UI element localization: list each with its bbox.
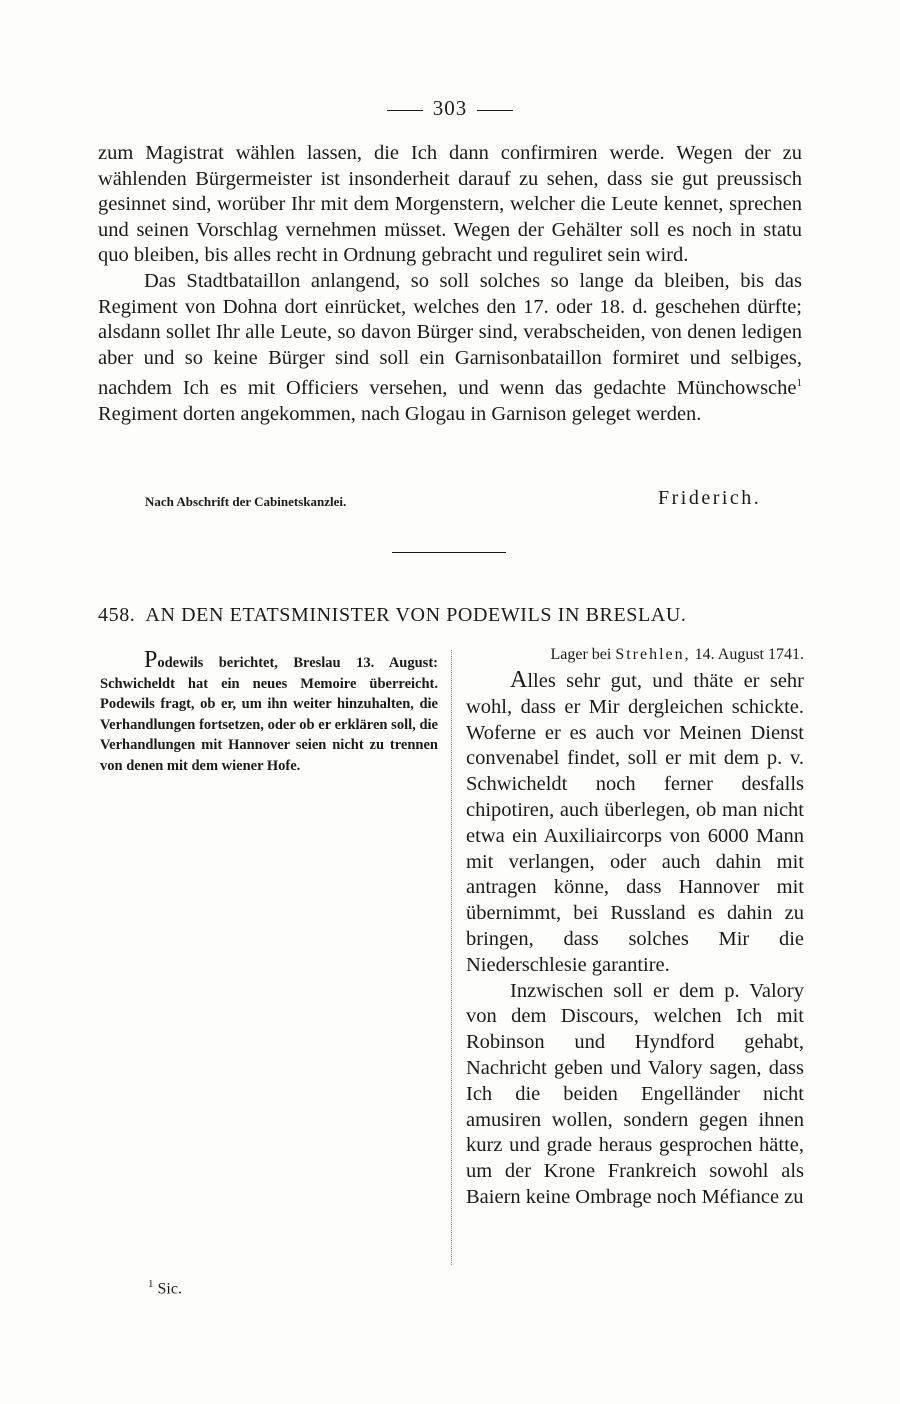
body-paragraph-1	[466, 668, 804, 979]
letter-title: AN DEN ETATSMINISTER VON PODEWILS IN BRESLAU.	[145, 604, 687, 626]
letter-body-column	[466, 646, 804, 1211]
summary-initial: P	[144, 647, 158, 673]
page-number: 303	[432, 96, 468, 120]
letter-number: 458.	[98, 604, 136, 626]
place-prefix: Lager bei	[550, 646, 612, 663]
letter-summary	[100, 648, 438, 777]
letter-heading	[98, 604, 804, 627]
footnote-text: Sic.	[157, 1280, 182, 1298]
source-note: Nach Abschrift der Cabinetskanzlei.	[145, 494, 347, 509]
signature: Friderich.	[658, 487, 762, 509]
top-paragraph-2	[98, 269, 802, 427]
top-text-block	[98, 141, 802, 427]
place-name: Strehlen,	[615, 646, 691, 663]
body-initial: A	[510, 667, 528, 693]
section-separator	[392, 552, 506, 553]
column-divider	[451, 650, 452, 1265]
footnote-ref: 1	[796, 377, 802, 390]
header-dash-right	[477, 110, 513, 111]
footnote	[148, 1278, 182, 1298]
header-dash-left	[387, 110, 423, 111]
top-paragraph-2-end: Regiment dorten angekommen, nach Glogau in Garnison geleget werden.	[98, 402, 702, 425]
top-paragraph-2-text: Das Stadtbataillon anlangend, so soll solches so lange da bleiben, bis das Regiment von Dohna dort einrücket, welches den 17. oder 18. d. geschehen dürfte; alsdann sollet Ihr alle Leute, so davon Bürger sind, verabscheiden, von denen ledigen aber und so keine Bürger sind soll ein Garnisonbataillon formiret und selbiges, nachdem Ich es mit Officiers versehen, und wenn das gedachte Münchowsche	[98, 269, 802, 400]
letter-date: 14. August 1741.	[694, 646, 804, 663]
footnote-marker: 1	[148, 1278, 154, 1290]
top-paragraph-1: zum Magistrat wählen lassen, die Ich dann confirmiren werde. Wegen der zu wählenden Bürgermeister ist insonderheit darauf zu sehen, dass sie gut preussisch gesinnet sind, worüber Ihr mit dem Morgenstern, welcher die Leute kennet, sprechen und seinen Vorschlag vernehmen müsset. Wegen der Gehälter soll es noch in statu quo bleiben, bis alles recht in Ordnung gebracht und reguliret sein wird.	[98, 142, 802, 267]
place-date-line	[466, 646, 804, 664]
body-paragraph-2: Inzwischen soll er dem p. Valory von dem Discours, welchen Ich mit Robinson und Hyndford gehabt, Nachricht geben und Valory sagen, dass Ich die beiden Engelländer nicht amusiren wollen, sondern gegen ihnen kurz und grade heraus gesprochen hätte, um der Krone Frankreich sowohl als Baiern keine Ombrage noch Méfiance zu	[466, 979, 804, 1208]
letter-body	[466, 668, 804, 1211]
summary-text: odewils berichtet, Breslau 13. August: Schwicheldt hat ein neues Memoire überreicht. Podewils fragt, ob er, um ihn weiter hinzuhalten, die Verhandlungen fortsetzen, oder ob er erklären soll, die Verhandlungen mit Hannover seien nicht zu trennen von denen mit dem wiener Hofe.	[100, 655, 438, 774]
body-paragraph-1-text: lles sehr gut, und thäte er sehr wohl, dass er Mir dergleichen schickte. Woferne er es auch vor Meinen Dienst convenabel findet, soll er mit dem p. v. Schwicheldt noch ferner desfalls chipotiren, auch überlegen, ob man nicht etwa ein Auxiliaircorps von 6000 Mann mit verlangen, oder auch dahin mit antragen könne, dass Hannover mit übernimmt, bei Russland es dahin zu bringen, dass solches Mir die Niederschlesie garantire.	[466, 670, 804, 976]
page-header	[0, 96, 900, 121]
